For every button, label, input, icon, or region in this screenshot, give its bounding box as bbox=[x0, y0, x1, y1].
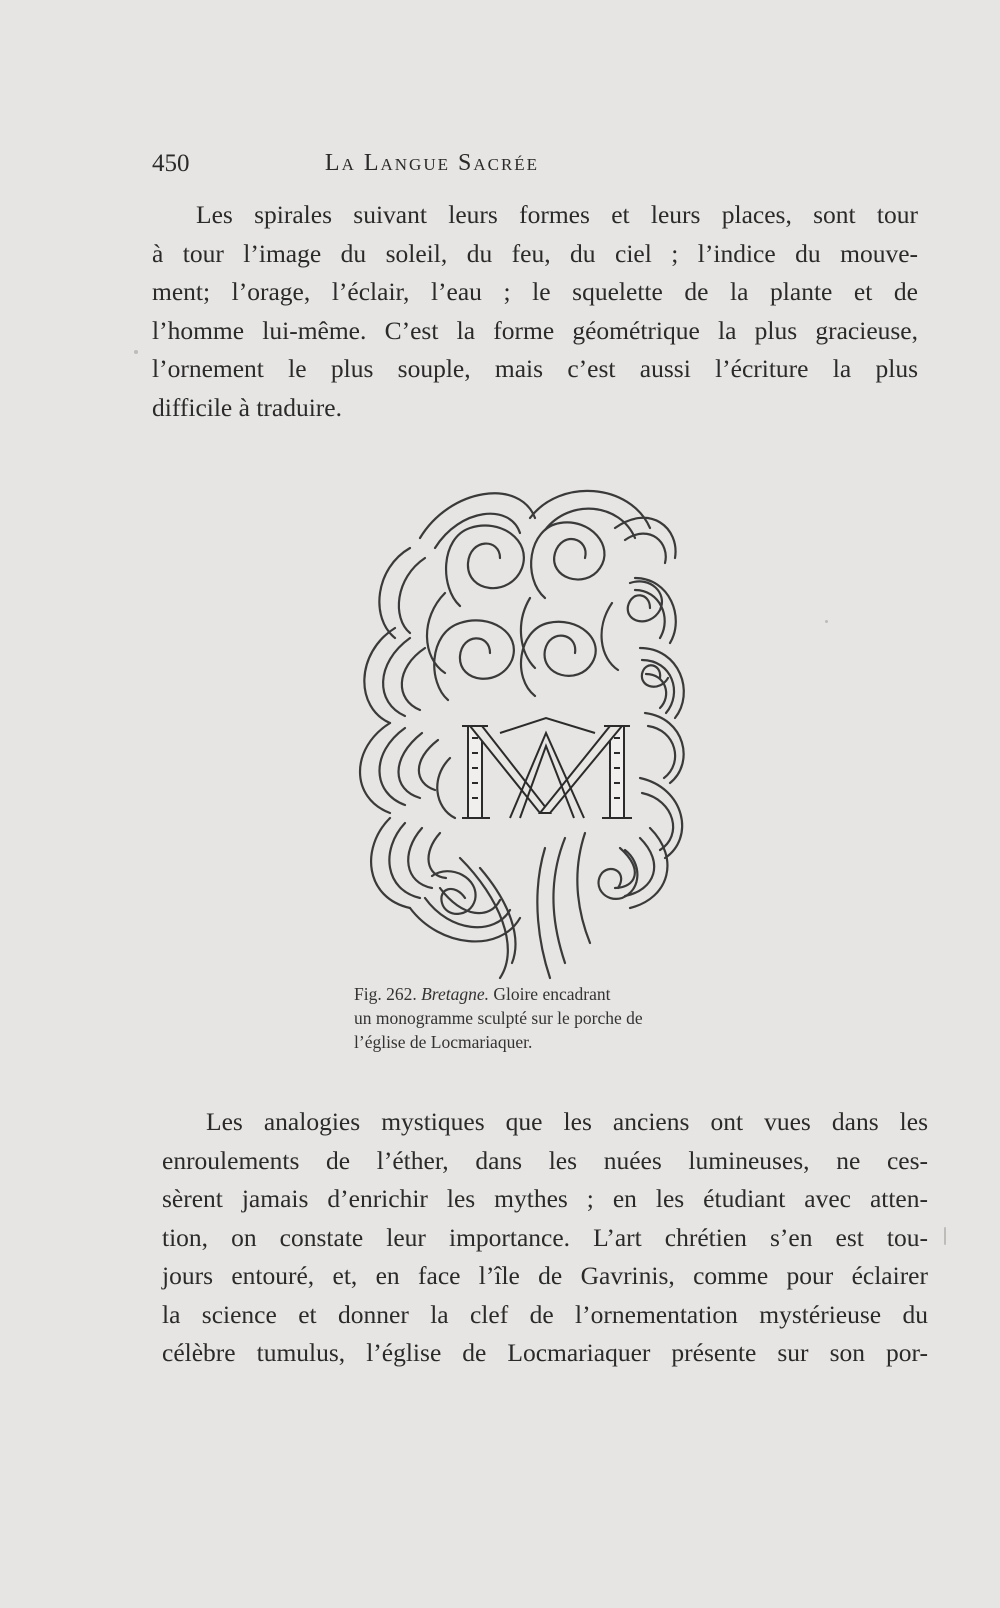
text-line: Les analogies mystiques que les anciens ont vues dans les bbox=[206, 1107, 928, 1136]
monogram-am bbox=[462, 718, 632, 818]
figure-place: Bretagne. bbox=[421, 984, 489, 1004]
caption-line-1 bbox=[354, 982, 734, 1006]
cloud-arc bbox=[437, 758, 455, 818]
text-line: jours entouré, et, en face l’île de Gavrinis, comme pour éclairer bbox=[162, 1261, 928, 1290]
figure-label: Fig. 262. bbox=[354, 984, 417, 1004]
cloud-arc bbox=[402, 648, 425, 710]
spiral-monogram-illustration bbox=[350, 478, 730, 988]
page-header bbox=[152, 150, 672, 190]
cloud-arc bbox=[460, 858, 508, 978]
text-line: tion, on constate leur importance. L’art chrétien s’en est tou- bbox=[162, 1222, 928, 1252]
cloud-arc bbox=[427, 593, 445, 673]
spiral bbox=[521, 622, 596, 696]
text-line: la science et donner la clef de l’ornementation mystérieuse du bbox=[162, 1299, 928, 1329]
cloud-arc bbox=[419, 740, 438, 790]
cloud-arc bbox=[645, 713, 684, 783]
cloud-arc bbox=[364, 628, 395, 723]
paragraph-2 bbox=[162, 1103, 928, 1373]
cloud-arc bbox=[537, 848, 550, 978]
cloud-arc bbox=[602, 603, 618, 670]
cloud-arc bbox=[425, 898, 510, 927]
spiral bbox=[446, 526, 524, 606]
caption-line-2: un monogramme sculpté sur le porche de bbox=[354, 1008, 643, 1028]
paper-speck bbox=[944, 1227, 946, 1245]
figure-caption bbox=[354, 982, 734, 1054]
caption-text: Gloire encadrant bbox=[493, 984, 611, 1004]
cloud-arc bbox=[379, 728, 405, 805]
text-line: célèbre tumulus, l’église de Locmariaquer présente sur son por- bbox=[162, 1338, 928, 1367]
cloud-arc bbox=[615, 518, 676, 558]
cloud-arc bbox=[577, 833, 590, 943]
text-line: difficile à traduire. bbox=[152, 392, 342, 422]
page-number: 450 bbox=[152, 150, 190, 177]
spiral bbox=[434, 620, 514, 700]
running-title: La Langue Sacrée bbox=[324, 150, 540, 176]
text-line: l’ornement le plus souple, mais c’est aussi l’écriture la plus bbox=[152, 354, 918, 383]
cloud-arc bbox=[642, 793, 673, 850]
paper-speck bbox=[825, 620, 828, 623]
text-line: l’homme lui-même. C’est la forme géométrique la plus gracieuse, bbox=[152, 315, 918, 345]
text-line: sèrent jamais d’enrichir les mythes ; en les étudiant avec atten- bbox=[162, 1184, 928, 1213]
cloud-arc bbox=[480, 868, 515, 963]
cloud-arc bbox=[646, 674, 666, 708]
cloud-arc bbox=[379, 548, 410, 638]
cloud-arc bbox=[615, 848, 635, 888]
paper-speck bbox=[134, 350, 138, 354]
cloud-arc bbox=[360, 723, 390, 813]
spiral bbox=[628, 581, 662, 621]
text-line: Les spirales suivant leurs formes et leurs places, sont tour bbox=[196, 200, 918, 229]
spiral bbox=[531, 522, 604, 598]
paragraph-1 bbox=[152, 196, 918, 427]
caption-line-3: l’église de Locmariaquer. bbox=[354, 1032, 533, 1052]
cloud-arc bbox=[553, 838, 565, 963]
cloud-arc bbox=[625, 534, 666, 563]
spiral bbox=[432, 871, 476, 914]
cloud-arc bbox=[648, 726, 675, 778]
cloud-arc bbox=[625, 838, 654, 896]
text-line: à tour l’image du soleil, du feu, du ciel ; l’indice du mouve- bbox=[152, 238, 918, 268]
cloud-arc bbox=[389, 823, 420, 898]
text-line: enroulements de l’éther, dans les nuées lumineuses, ne ces- bbox=[162, 1145, 928, 1175]
text-line: ment; l’orage, l’éclair, l’eau ; le squelette de la plante et de bbox=[152, 277, 918, 306]
cloud-arc bbox=[635, 590, 665, 638]
spiral bbox=[599, 850, 638, 899]
cloud-arc bbox=[383, 638, 410, 716]
cloud-arc bbox=[399, 558, 425, 633]
